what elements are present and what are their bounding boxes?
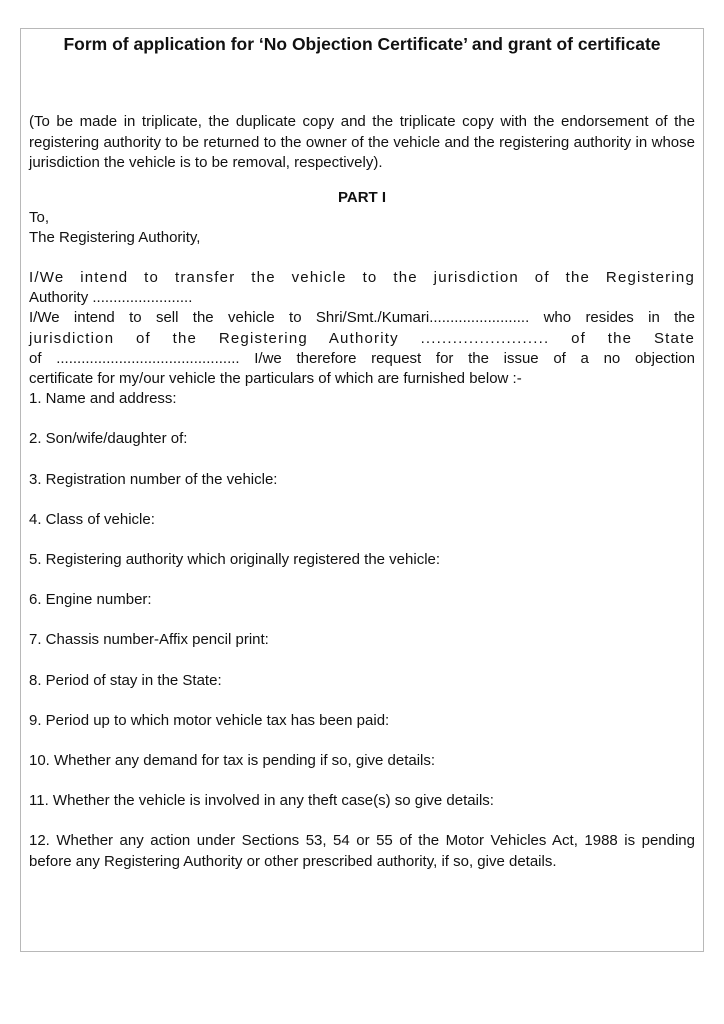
form-item-relation: 2. Son/wife/daughter of: [29, 430, 188, 448]
addressee: The Registering Authority, [29, 228, 201, 246]
sell-statement-line-2: jurisdiction of the Registering Authority ........................ of the State [29, 329, 695, 347]
form-item-tax-paid-period: 9. Period up to which motor vehicle tax has been paid: [29, 711, 390, 729]
form-page [20, 28, 704, 952]
sell-statement-line-3: of ............................................ I/we therefore request for the issue of a no objection [29, 349, 695, 367]
salutation: To, [29, 208, 50, 226]
sell-statement-line-4: certificate for my/our vehicle the particulars of which are furnished below :- [29, 369, 522, 387]
spacer [29, 248, 695, 268]
form-item-tax-demand: 10. Whether any demand for tax is pending if so, give details: [29, 751, 436, 769]
form-item-chassis-number: 7. Chassis number-Affix pencil print: [29, 631, 269, 649]
form-item-original-authority: 5. Registering authority which originally registered the vehicle: [29, 550, 441, 568]
form-item-registration-number: 3. Registration number of the vehicle: [29, 470, 278, 488]
form-content [29, 33, 695, 872]
sell-statement-line-1: I/We intend to sell the vehicle to Shri/Smt./Kumari........................ who resides in the [29, 309, 695, 327]
form-item-engine-number: 6. Engine number: [29, 591, 152, 609]
form-item-pending-action: 12. Whether any action under Sections 53, 54 or 55 of the Motor Vehicles Act, 1988 is pending before any Registering Authority or other prescribed authority, if so, give details. [29, 832, 695, 870]
part-heading: PART I [337, 188, 387, 206]
form-item-stay-period: 8. Period of stay in the State: [29, 671, 222, 689]
form-item-name-address: 1. Name and address: [29, 390, 177, 408]
form-title: Form of application for ‘No Objection Certificate’ and grant of certificate [63, 34, 661, 54]
form-item-vehicle-class: 4. Class of vehicle: [29, 510, 155, 528]
instructions-paragraph: (To be made in triplicate, the duplicate copy and the triplicate copy with the endorsement of the registering authority to be returned to the owner of the vehicle and the registering authority in whose jurisdiction the vehicle is to be removal, respectively). [29, 113, 695, 171]
transfer-statement-line-1: I/We intend to transfer the vehicle to the jurisdiction of the Registering [29, 268, 695, 286]
form-item-theft-case: 11. Whether the vehicle is involved in any theft case(s) so give details: [29, 792, 494, 810]
transfer-statement-line-2: Authority ........................ [29, 289, 193, 307]
